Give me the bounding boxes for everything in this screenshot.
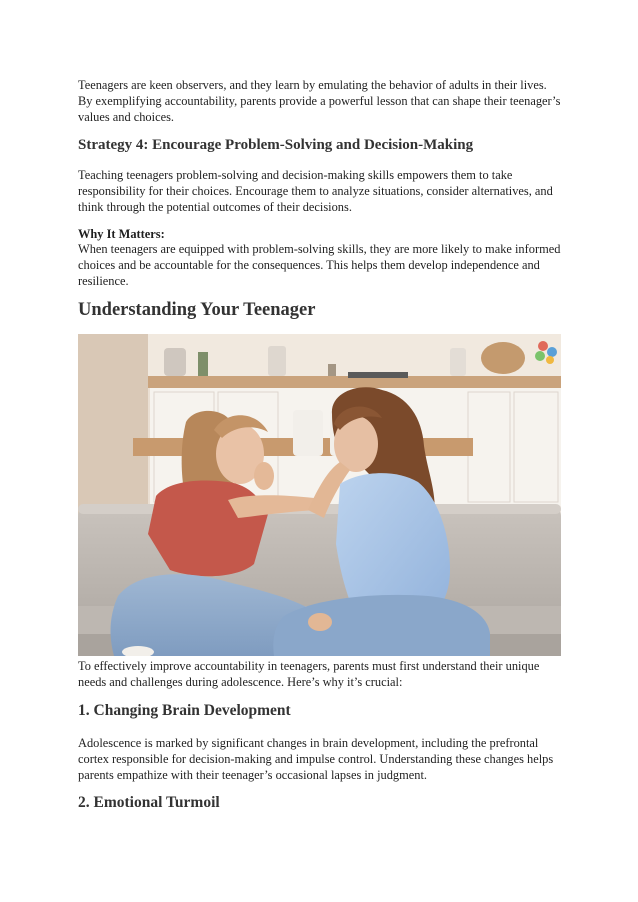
section-2-heading: 2. Emotional Turmoil xyxy=(78,794,220,811)
strategy-4-body: Teaching teenagers problem-solving and decision-making skills empowers them to take responsibility for their choices. Encourage them to analyze situations, consider alternatives, and think through the potential outcomes of their decisions. xyxy=(78,168,553,214)
section-1-body: Adolescence is marked by significant changes in brain development, including the prefrontal cortex responsible for decision-making and impulse control. Understanding these changes helps parents empathize with their teenager’s occasional lapses in judgment. xyxy=(78,736,554,782)
intro-paragraph: Teenagers are keen observers, and they learn by emulating the behavior of adults in their lives. By exemplifying accountability, parents provide a powerful lesson that can shape their teenager’s values and choices. xyxy=(78,78,561,124)
why-it-matters-body: When teenagers are equipped with problem-solving skills, they are more likely to make informed choices and be accountable for the consequences. This helps them develop independence and resilience. xyxy=(78,242,561,288)
understanding-heading: Understanding Your Teenager xyxy=(78,300,316,320)
understanding-intro: To effectively improve accountability in teenagers, parents must first understand their unique needs and challenges during adolescence. Here’s why it’s crucial: xyxy=(78,659,540,689)
section-1-heading: 1. Changing Brain Development xyxy=(78,702,291,719)
strategy-4-heading: Strategy 4: Encourage Problem-Solving and Decision-Making xyxy=(78,137,474,153)
why-it-matters-label: Why It Matters: xyxy=(78,227,165,241)
mother-daughter-photo xyxy=(78,334,561,656)
